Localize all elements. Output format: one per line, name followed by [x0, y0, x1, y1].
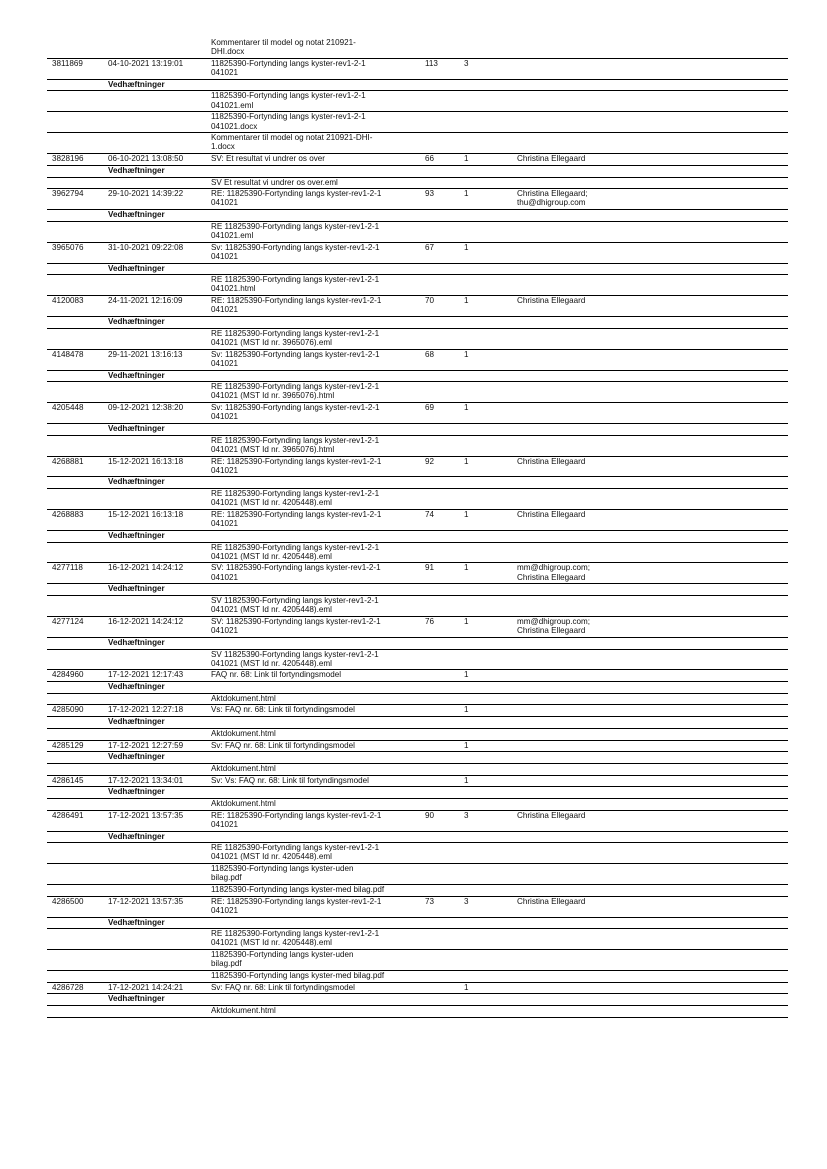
- document-date: 17-12-2021 13:57:35: [108, 896, 184, 906]
- document-title: Sv: Vs: FAQ nr. 68: Link til fortyndingsmodel: [211, 775, 369, 785]
- attachments-label-row: [47, 918, 788, 930]
- attachment-filename: RE 11825390-Fortynding langs kyster-rev1-2-1: [211, 489, 380, 499]
- document-date: 06-10-2021 13:08:50: [108, 154, 184, 164]
- attachment-filename: 11825390-Fortynding langs kyster-rev1-2-1: [211, 91, 366, 101]
- attachment-filename: Aktdokument.html: [211, 693, 276, 703]
- document-title: Sv: 11825390-Fortynding langs kyster-rev1-2-1: [211, 242, 380, 252]
- document-date: 15-12-2021 16:13:18: [108, 510, 184, 520]
- attachment-row: [47, 885, 788, 897]
- attachment-filename: RE 11825390-Fortynding langs kyster-rev1-2-1: [211, 275, 380, 285]
- attachment-filename: 041021.eml: [211, 230, 254, 240]
- document-row: [47, 350, 788, 371]
- attachment-filename: 11825390-Fortynding langs kyster-med bilag.pdf: [211, 971, 385, 981]
- attachment-row: [47, 222, 788, 243]
- attachment-count: 1: [464, 670, 469, 680]
- attachment-filename: RE 11825390-Fortynding langs kyster-rev1-2-1: [211, 382, 380, 392]
- attachment-count: 1: [464, 189, 469, 199]
- attachment-filename: 041021 (MST Id nr. 3965076).html: [211, 444, 335, 454]
- document-title: 041021: [211, 572, 239, 582]
- document-id: 4277118: [52, 563, 83, 573]
- document-date: 17-12-2021 12:27:18: [108, 705, 184, 715]
- attachment-row: [47, 489, 788, 510]
- attachment-row: [47, 1006, 788, 1018]
- attachment-filename: 11825390-Fortynding langs kyster-uden: [211, 864, 354, 874]
- attachment-count: 1: [464, 242, 469, 252]
- attachment-filename: Kommentarer til model og notat 210921-: [211, 38, 356, 47]
- attachment-filename: 041021 (MST Id nr. 3965076).eml: [211, 337, 332, 347]
- document-id: 3962794: [52, 189, 84, 199]
- attachments-label: Vedhæftninger: [108, 317, 165, 327]
- attachment-filename: Aktdokument.html: [211, 798, 276, 808]
- document-date: 29-10-2021 14:39:22: [108, 189, 184, 199]
- attachments-label-row: [47, 210, 788, 222]
- attachments-label-row: [47, 638, 788, 650]
- document-id: 3811869: [52, 58, 83, 68]
- attachment-filename: 041021 (MST Id nr. 4205448).eml: [211, 498, 332, 508]
- document-id: 4277124: [52, 616, 84, 626]
- attachment-row: [47, 596, 788, 617]
- attachment-row: [47, 650, 788, 671]
- document-date: 17-12-2021 12:27:59: [108, 740, 184, 750]
- attachment-count: 1: [464, 563, 469, 573]
- document-date: 17-12-2021 12:17:43: [108, 670, 184, 680]
- attachments-label: Vedhæftninger: [108, 752, 165, 762]
- attachments-label: Vedhæftninger: [108, 682, 165, 692]
- document-title: 041021: [211, 626, 239, 636]
- attachments-label: Vedhæftninger: [108, 637, 165, 647]
- attachments-label-row: [47, 371, 788, 383]
- document-row: [47, 243, 788, 264]
- document-row: [47, 670, 788, 682]
- attachments-label-row: [47, 477, 788, 489]
- document-title: 041021: [211, 465, 239, 475]
- document-recipient: Christina Ellegaard: [517, 896, 586, 906]
- attachments-label-row: [47, 994, 788, 1006]
- document-id: 4268883: [52, 510, 84, 520]
- document-id: 3965076: [52, 242, 84, 252]
- attachment-count: 1: [464, 456, 469, 466]
- attachments-label-row: [47, 531, 788, 543]
- attachment-filename: Kommentarer til model og notat 210921-DHI-: [211, 133, 373, 143]
- document-date: 17-12-2021 13:34:01: [108, 775, 184, 785]
- attachment-filename: RE 11825390-Fortynding langs kyster-rev1-2-1: [211, 843, 380, 853]
- attachment-filename: SV 11825390-Fortynding langs kyster-rev1-2-1: [211, 596, 379, 606]
- document-row: [47, 617, 788, 638]
- document-id: 4268881: [52, 456, 84, 466]
- document-row: [47, 897, 788, 918]
- document-title: RE: 11825390-Fortynding langs kyster-rev1-2-1: [211, 810, 382, 820]
- attachment-filename: 041021 (MST Id nr. 4205448).eml: [211, 658, 332, 668]
- attachments-label-row: [47, 832, 788, 844]
- document-row: [47, 296, 788, 317]
- attachment-row: [47, 112, 788, 133]
- attachment-count: 1: [464, 403, 469, 413]
- document-row: [47, 154, 788, 166]
- document-pages: 73: [425, 896, 435, 906]
- attachment-filename: 041021 (MST Id nr. 4205448).eml: [211, 852, 332, 862]
- document-id: 4286145: [52, 775, 84, 785]
- attachment-filename: Aktdokument.html: [211, 728, 276, 738]
- document-title: RE: 11825390-Fortynding langs kyster-rev1-2-1: [211, 296, 382, 306]
- document-pages: 91: [425, 563, 435, 573]
- document-id: 4286500: [52, 896, 84, 906]
- attachment-filename: Aktdokument.html: [211, 763, 276, 773]
- document-title: 041021: [211, 412, 239, 422]
- document-row: [47, 776, 788, 788]
- attachment-count: 1: [464, 740, 469, 750]
- document-pages: 92: [425, 456, 435, 466]
- document-title: Sv: FAQ nr. 68: Link til fortyndingsmodel: [211, 982, 355, 992]
- document-title: Sv: 11825390-Fortynding langs kyster-rev1-2-1: [211, 349, 380, 359]
- attachment-count: 1: [464, 296, 469, 306]
- attachment-row: [47, 971, 788, 983]
- attachment-filename: DHI.docx: [211, 47, 245, 57]
- document-row: [47, 403, 788, 424]
- document-title: 041021: [211, 251, 239, 261]
- document-recipient: Christina Ellegaard: [517, 456, 586, 466]
- document-id: 4148478: [52, 349, 84, 359]
- document-date: 15-12-2021 16:13:18: [108, 456, 184, 466]
- attachments-label: Vedhæftninger: [108, 263, 165, 273]
- attachment-row: [47, 275, 788, 296]
- document-id: 4205448: [52, 403, 84, 413]
- document-listing: [47, 38, 788, 1018]
- document-id: 4284960: [52, 670, 84, 680]
- document-pages: 70: [425, 296, 435, 306]
- document-date: 04-10-2021 13:19:01: [108, 58, 184, 68]
- attachment-count: 1: [464, 154, 469, 164]
- attachment-filename: SV 11825390-Fortynding langs kyster-rev1-2-1: [211, 649, 379, 659]
- attachments-label-row: [47, 166, 788, 178]
- attachment-count: 1: [464, 616, 469, 626]
- document-date: 17-12-2021 14:24:21: [108, 982, 184, 992]
- attachment-row: [47, 929, 788, 950]
- document-title: Vs: FAQ nr. 68: Link til fortyndingsmodel: [211, 705, 355, 715]
- document-recipient: mm@dhigroup.com;: [517, 563, 590, 573]
- attachment-filename: 041021 (MST Id nr. 4205448).eml: [211, 938, 332, 948]
- attachment-row: [47, 950, 788, 971]
- attachment-filename: bilag.pdf: [211, 873, 242, 883]
- document-date: 24-11-2021 12:16:09: [108, 296, 183, 306]
- document-title: RE: 11825390-Fortynding langs kyster-rev1-2-1: [211, 456, 382, 466]
- document-row: [47, 741, 788, 753]
- attachments-label-row: [47, 80, 788, 92]
- attachments-label: Vedhæftninger: [108, 423, 165, 433]
- attachment-filename: 041021 (MST Id nr. 3965076).html: [211, 391, 335, 401]
- attachments-label-row: [47, 682, 788, 694]
- document-id: 4285090: [52, 705, 84, 715]
- attachment-count: 1: [464, 775, 469, 785]
- document-title: SV: 11825390-Fortynding langs kyster-rev1-2-1: [211, 616, 381, 626]
- document-recipient: Christina Ellegaard: [517, 810, 586, 820]
- attachments-label: Vedhæftninger: [108, 210, 165, 220]
- document-title: SV: Et resultat vi undrer os over: [211, 154, 325, 164]
- document-recipient: thu@dhigroup.com: [517, 198, 586, 208]
- document-row: [47, 189, 788, 210]
- document-pages: 74: [425, 510, 435, 520]
- attachments-label: Vedhæftninger: [108, 917, 165, 927]
- document-title: Sv: FAQ nr. 68: Link til fortyndingsmodel: [211, 740, 355, 750]
- document-pages: 66: [425, 154, 435, 164]
- attachment-filename: 041021.docx: [211, 121, 258, 131]
- document-title: 041021: [211, 358, 239, 368]
- attachments-label: Vedhæftninger: [108, 477, 165, 487]
- document-id: 4120083: [52, 296, 84, 306]
- document-recipient: Christina Ellegaard: [517, 572, 586, 582]
- attachment-filename: RE 11825390-Fortynding langs kyster-rev1-2-1: [211, 221, 380, 231]
- attachment-filename: RE 11825390-Fortynding langs kyster-rev1-2-1: [211, 328, 380, 338]
- attachment-row: [47, 329, 788, 350]
- attachment-filename: 041021 (MST Id nr. 4205448).eml: [211, 551, 332, 561]
- attachment-filename: 11825390-Fortynding langs kyster-uden: [211, 950, 354, 960]
- document-recipient: Christina Ellegaard: [517, 154, 586, 164]
- document-title: RE: 11825390-Fortynding langs kyster-rev1-2-1: [211, 896, 382, 906]
- attachment-row: [47, 729, 788, 741]
- attachment-filename: 1.docx: [211, 142, 235, 152]
- attachment-filename: 11825390-Fortynding langs kyster-rev1-2-1: [211, 112, 366, 122]
- attachment-count: 3: [464, 810, 469, 820]
- document-row: [47, 983, 788, 995]
- attachment-row: [47, 91, 788, 112]
- document-date: 17-12-2021 13:57:35: [108, 810, 184, 820]
- document-pages: 69: [425, 403, 435, 413]
- attachments-label-row: [47, 752, 788, 764]
- attachments-label: Vedhæftninger: [108, 994, 165, 1004]
- document-pages: 113: [425, 58, 438, 68]
- attachment-filename: Aktdokument.html: [211, 1006, 276, 1016]
- document-date: 29-11-2021 13:16:13: [108, 349, 183, 359]
- attachments-label: Vedhæftninger: [108, 717, 165, 727]
- document-title: 041021: [211, 198, 239, 208]
- document-recipient: mm@dhigroup.com;: [517, 616, 590, 626]
- attachment-row: [47, 382, 788, 403]
- document-title: Sv: 11825390-Fortynding langs kyster-rev1-2-1: [211, 403, 380, 413]
- attachment-filename: 041021.html: [211, 284, 256, 294]
- attachment-row: [47, 864, 788, 885]
- attachment-count: 1: [464, 510, 469, 520]
- attachments-label: Vedhæftninger: [108, 831, 165, 841]
- document-title: RE: 11825390-Fortynding langs kyster-rev1-2-1: [211, 510, 382, 520]
- document-title: RE: 11825390-Fortynding langs kyster-rev1-2-1: [211, 189, 382, 199]
- document-title: SV: 11825390-Fortynding langs kyster-rev1-2-1: [211, 563, 381, 573]
- attachments-label-row: [47, 317, 788, 329]
- attachment-count: 1: [464, 349, 469, 359]
- attachment-row: [47, 178, 788, 190]
- attachment-row: [47, 843, 788, 864]
- document-title: 041021: [211, 305, 239, 315]
- attachments-label: Vedhæftninger: [108, 584, 165, 594]
- attachment-filename: SV Et resultat vi undrer os over.eml: [211, 177, 338, 187]
- document-pages: 67: [425, 242, 435, 252]
- document-title: 11825390-Fortynding langs kyster-rev1-2-1: [211, 58, 366, 68]
- document-id: 3828196: [52, 154, 84, 164]
- attachment-count: 1: [464, 982, 469, 992]
- attachment-filename: RE 11825390-Fortynding langs kyster-rev1-2-1: [211, 435, 380, 445]
- document-title: FAQ nr. 68: Link til fortyndingsmodel: [211, 670, 342, 680]
- attachment-row: [47, 799, 788, 811]
- document-pages: 68: [425, 349, 435, 359]
- attachments-label-row: [47, 584, 788, 596]
- document-row: [47, 705, 788, 717]
- attachments-label: Vedhæftninger: [108, 165, 165, 175]
- document-title: 041021: [211, 519, 239, 529]
- attachment-filename: 041021 (MST Id nr. 4205448).eml: [211, 605, 332, 615]
- attachment-row: [47, 133, 788, 154]
- document-pages: 90: [425, 810, 435, 820]
- document-recipient: Christina Ellegaard;: [517, 189, 588, 199]
- document-row: [47, 811, 788, 832]
- document-row: [47, 563, 788, 584]
- document-recipient: Christina Ellegaard: [517, 510, 586, 520]
- document-title: 041021: [211, 905, 239, 915]
- attachment-row: [47, 543, 788, 564]
- attachment-count: 3: [464, 58, 469, 68]
- document-recipient: Christina Ellegaard: [517, 296, 586, 306]
- document-date: 31-10-2021 09:22:08: [108, 242, 184, 252]
- attachment-row: [47, 38, 788, 59]
- document-id: 4285129: [52, 740, 84, 750]
- attachments-label: Vedhæftninger: [108, 787, 165, 797]
- attachment-row: [47, 436, 788, 457]
- document-date: 09-12-2021 12:38:20: [108, 403, 184, 413]
- attachment-filename: 11825390-Fortynding langs kyster-med bilag.pdf: [211, 885, 385, 895]
- document-row: [47, 457, 788, 478]
- document-title: 041021: [211, 68, 239, 78]
- document-pages: 76: [425, 616, 435, 626]
- document-id: 4286728: [52, 982, 84, 992]
- attachment-count: 1: [464, 705, 469, 715]
- document-date: 16-12-2021 14:24:12: [108, 563, 184, 573]
- document-title: 041021: [211, 819, 239, 829]
- attachments-label-row: [47, 264, 788, 276]
- attachment-row: [47, 694, 788, 706]
- document-id: 4286491: [52, 810, 84, 820]
- attachments-label-row: [47, 717, 788, 729]
- document-row: [47, 510, 788, 531]
- attachment-filename: 041021.eml: [211, 100, 254, 110]
- document-recipient: Christina Ellegaard: [517, 626, 586, 636]
- attachments-label: Vedhæftninger: [108, 370, 165, 380]
- attachment-row: [47, 764, 788, 776]
- attachments-label-row: [47, 787, 788, 799]
- attachment-filename: bilag.pdf: [211, 959, 242, 969]
- attachments-label-row: [47, 424, 788, 436]
- attachment-filename: RE 11825390-Fortynding langs kyster-rev1-2-1: [211, 929, 380, 939]
- document-pages: 93: [425, 189, 435, 199]
- document-date: 16-12-2021 14:24:12: [108, 616, 184, 626]
- attachments-label: Vedhæftninger: [108, 530, 165, 540]
- document-row: [47, 59, 788, 80]
- attachments-label: Vedhæftninger: [108, 79, 165, 89]
- attachment-count: 3: [464, 896, 469, 906]
- attachment-filename: RE 11825390-Fortynding langs kyster-rev1-2-1: [211, 542, 380, 552]
